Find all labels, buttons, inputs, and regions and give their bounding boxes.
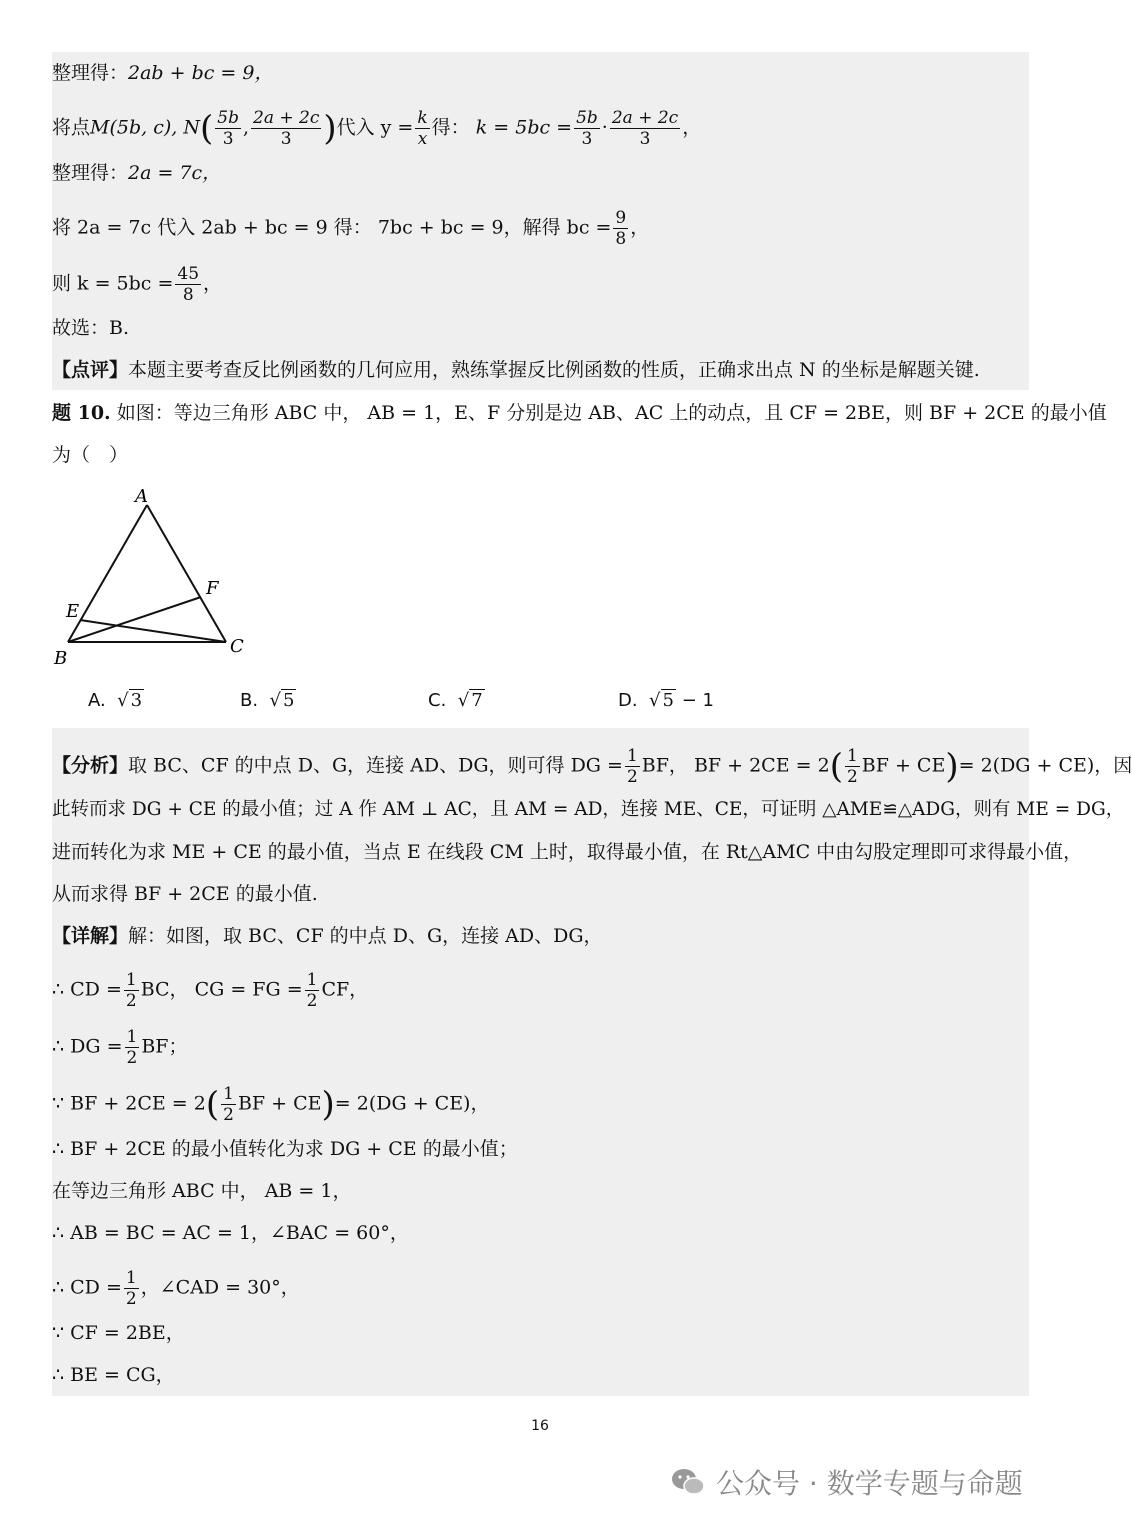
- line-3: 整理得：2a = 7c，: [52, 162, 222, 184]
- detail-line-9: ∵ CF = 2BE，: [52, 1322, 185, 1344]
- analysis-line-1: 【分析】取 BC、CF 的中点 D、G，连接 AD、DG，则可得 DG = $\frac{1}{2}$ BF， BF + 2CE = 2( $\frac{1}{2}$ BF + CE)= 2(DG + CE)，因: [52, 746, 1132, 787]
- analysis-line-4: 从而求得 BF + 2CE 的最小值.: [52, 883, 318, 905]
- line-5: 则 k = 5bc = $\frac{45}{8}$ ，: [52, 264, 223, 305]
- page-number: 16: [531, 1418, 549, 1434]
- label-E: E: [66, 601, 80, 622]
- detail-line-2: ∴ CD = $\frac{1}{2}$ BC， CG = FG = $\frac{1}{2}$ CF，: [52, 970, 369, 1011]
- detail-line-3: ∴ DG = $\frac{1}{2}$ BF；: [52, 1027, 188, 1068]
- option-b[interactable]: B. √ 5: [240, 690, 295, 711]
- detail-line-8: ∴ CD = $\frac{1}{2}$ ，∠CAD = 30°，: [52, 1268, 300, 1309]
- option-a[interactable]: A. √ 3: [88, 690, 143, 711]
- analysis-tag: 【分析】: [52, 754, 129, 777]
- triangle-figure: [50, 480, 260, 670]
- watermark-text: 公众号 · 数学专题与命题: [716, 1467, 1023, 1500]
- detail-line-5: ∴ BF + 2CE 的最小值转化为求 DG + CE 的最小值；: [52, 1138, 518, 1160]
- label-B: B: [54, 648, 68, 669]
- analysis-line-2: 此转而求 DG + CE 的最小值；过 A 作 AM ⊥ AC，且 AM = AD，连接 ME、CE，可证明 △AME≌△ADG，则有 ME = DG，: [52, 799, 1125, 820]
- watermark: [670, 1462, 1023, 1502]
- detail-line-6: 在等边三角形 ABC 中， AB = 1，: [52, 1180, 352, 1202]
- detail-line-1: 【详解】解：如图，取 BC、CF 的中点 D、G，连接 AD、DG，: [52, 925, 603, 947]
- question-label: 题 10.: [52, 402, 111, 424]
- label-A: A: [135, 486, 148, 507]
- detail-line-10: ∴ BE = CG，: [52, 1364, 175, 1386]
- analysis-line-3: 进而转化为求 ME + CE 的最小值，当点 E 在线段 CM 上时，取得最小值，在 Rt△AMC 中由勾股定理即可求得最小值，: [52, 841, 1083, 863]
- detail-line-7: ∴ AB = BC = AC = 1，∠BAC = 60°，: [52, 1222, 409, 1244]
- comment-line: 【点评】本题主要考查反比例函数的几何应用，熟练掌握反比例函数的性质，正确求出点 N 的坐标是解题关键.: [52, 359, 980, 381]
- line-2: 将点M(5b, c), N( $\frac{5b}{3}$ , $\frac{2a + 2c}{3}$ )代入 y = $\frac{k}{x}$ 得： k = 5bc = $\frac{5b}{3}$ · $\frac{2a + 2c}{3}$ ，: [52, 108, 702, 149]
- option-c[interactable]: C. √ 7: [428, 690, 483, 711]
- wechat-icon: [670, 1467, 706, 1497]
- detail-tag: 【详解】: [52, 925, 129, 947]
- label-C: C: [230, 636, 244, 657]
- comment-tag: 【点评】: [52, 359, 129, 381]
- detail-line-4: ∵ BF + 2CE = 2( $\frac{1}{2}$ BF + CE)= 2(DG + CE)，: [52, 1084, 490, 1125]
- line-6: 故选：B.: [52, 317, 130, 339]
- label-F: F: [206, 578, 219, 599]
- question-line-2: 为（ ）: [52, 444, 129, 466]
- option-d[interactable]: D. √ 5 − 1: [618, 690, 714, 711]
- line-4: 将 2a = 7c 代入 2ab + bc = 9 得： 7bc + bc = 9，解得 bc = $\frac{9}{8}$ ，: [52, 208, 650, 249]
- question-line-1: 题 10. 如图：等边三角形 ABC 中， AB = 1，E、F 分别是边 AB、AC 上的动点，且 CF = 2BE，则 BF + 2CE 的最小值: [52, 402, 1107, 424]
- line-1: 整理得：2ab + bc = 9，: [52, 62, 274, 84]
